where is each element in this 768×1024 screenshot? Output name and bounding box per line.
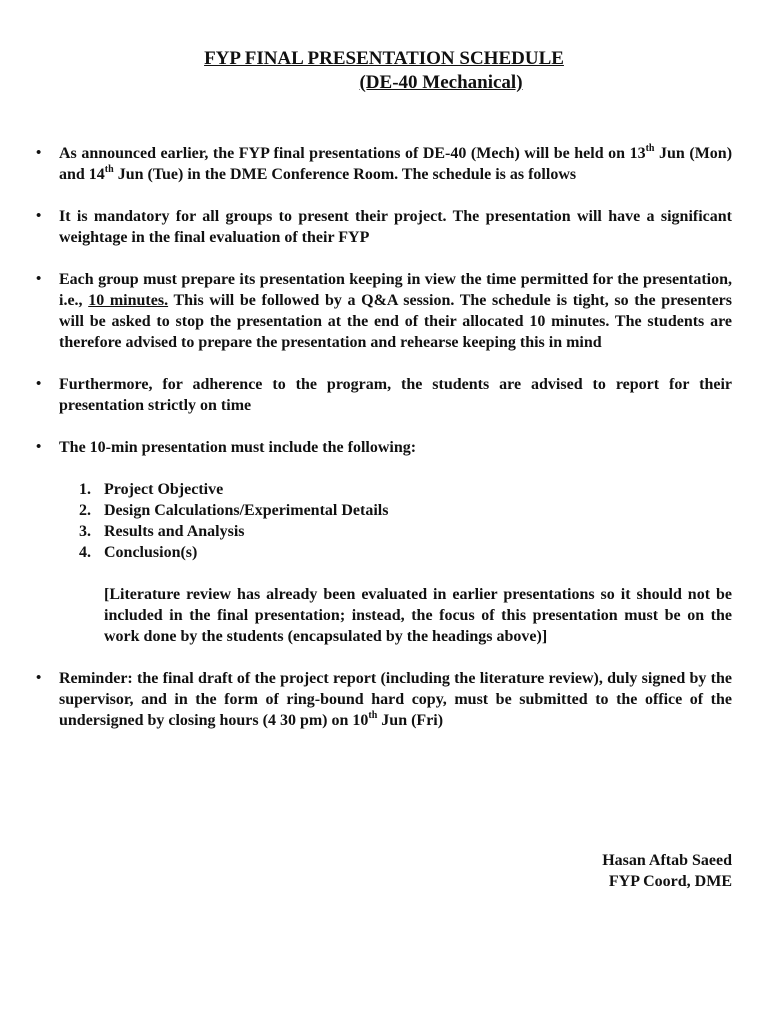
signatory-name: Hasan Aftab Saeed bbox=[602, 852, 732, 869]
announcement-list bbox=[0, 143, 768, 752]
bullet-punctuality bbox=[36, 374, 732, 416]
bullet-content-requirements bbox=[36, 437, 732, 647]
document-subtitle: (DE-40 Mechanical) bbox=[359, 72, 523, 93]
signatory-role: FYP Coord, DME bbox=[608, 873, 732, 890]
bullet-time-limit bbox=[36, 269, 733, 353]
bullet-mandatory bbox=[36, 206, 732, 248]
bullet-icon: • bbox=[36, 670, 42, 686]
bullet-text: It is mandatory for all groups to present their project. The presentation will have a significant weightage in the final evaluation of their FYP bbox=[59, 208, 732, 246]
bullet-icon: • bbox=[36, 271, 42, 287]
bullet-reminder bbox=[36, 668, 732, 731]
document-title: FYP FINAL PRESENTATION SCHEDULE bbox=[204, 48, 564, 69]
literature-review-note: [Literature review has already been evaluated in earlier presentations so it should not be included in the final presentation; instead, the focus of this presentation must be on the work done by the students (encapsulated by the headings above)] bbox=[104, 586, 732, 645]
list-item: 4. Conclusion(s) bbox=[79, 544, 198, 561]
requirements-list bbox=[59, 479, 732, 563]
list-item: 1. Project Objective bbox=[79, 481, 224, 498]
bullet-text: Reminder: the final draft of the project report (including the literature review), duly signed by the supervisor, and in the form of ring-bound hard copy, must be submitted to the office of the undersigned by closing hours (4 30 pm) on 10th Jun (Fri) bbox=[59, 670, 732, 729]
bullet-text: Each group must prepare its presentation keeping in view the time permitted for the presentation, i.e., 10 minutes. This will be followed by a Q&A session. The schedule is tight, so the presenters will be asked to stop the presentation at the end of their allocated 10 minutes. The students are therefore advised to prepare the presentation and rehearse keeping this in mind bbox=[59, 271, 733, 351]
list-item: 2. Design Calculations/Experimental Details bbox=[79, 502, 389, 519]
bullet-icon: • bbox=[36, 208, 42, 224]
bullet-text: The 10-min presentation must include the following: bbox=[59, 439, 417, 456]
bullet-text: As announced earlier, the FYP final presentations of DE-40 (Mech) will be held on 13th Jun (Mon) and 14th Jun (Tue) in the DME Conference Room. The schedule is as follows bbox=[59, 143, 733, 183]
bullet-icon: • bbox=[36, 376, 42, 392]
time-limit-emphasis: 10 minutes. bbox=[88, 292, 169, 309]
list-item: 3. Results and Analysis bbox=[79, 523, 245, 540]
bullet-icon: • bbox=[36, 145, 42, 161]
bullet-icon: • bbox=[36, 439, 42, 455]
bullet-text: Furthermore, for adherence to the program, the students are advised to report for their presentation strictly on time bbox=[59, 376, 732, 414]
signature-block bbox=[602, 850, 732, 892]
bullet-schedule-dates bbox=[36, 143, 733, 185]
